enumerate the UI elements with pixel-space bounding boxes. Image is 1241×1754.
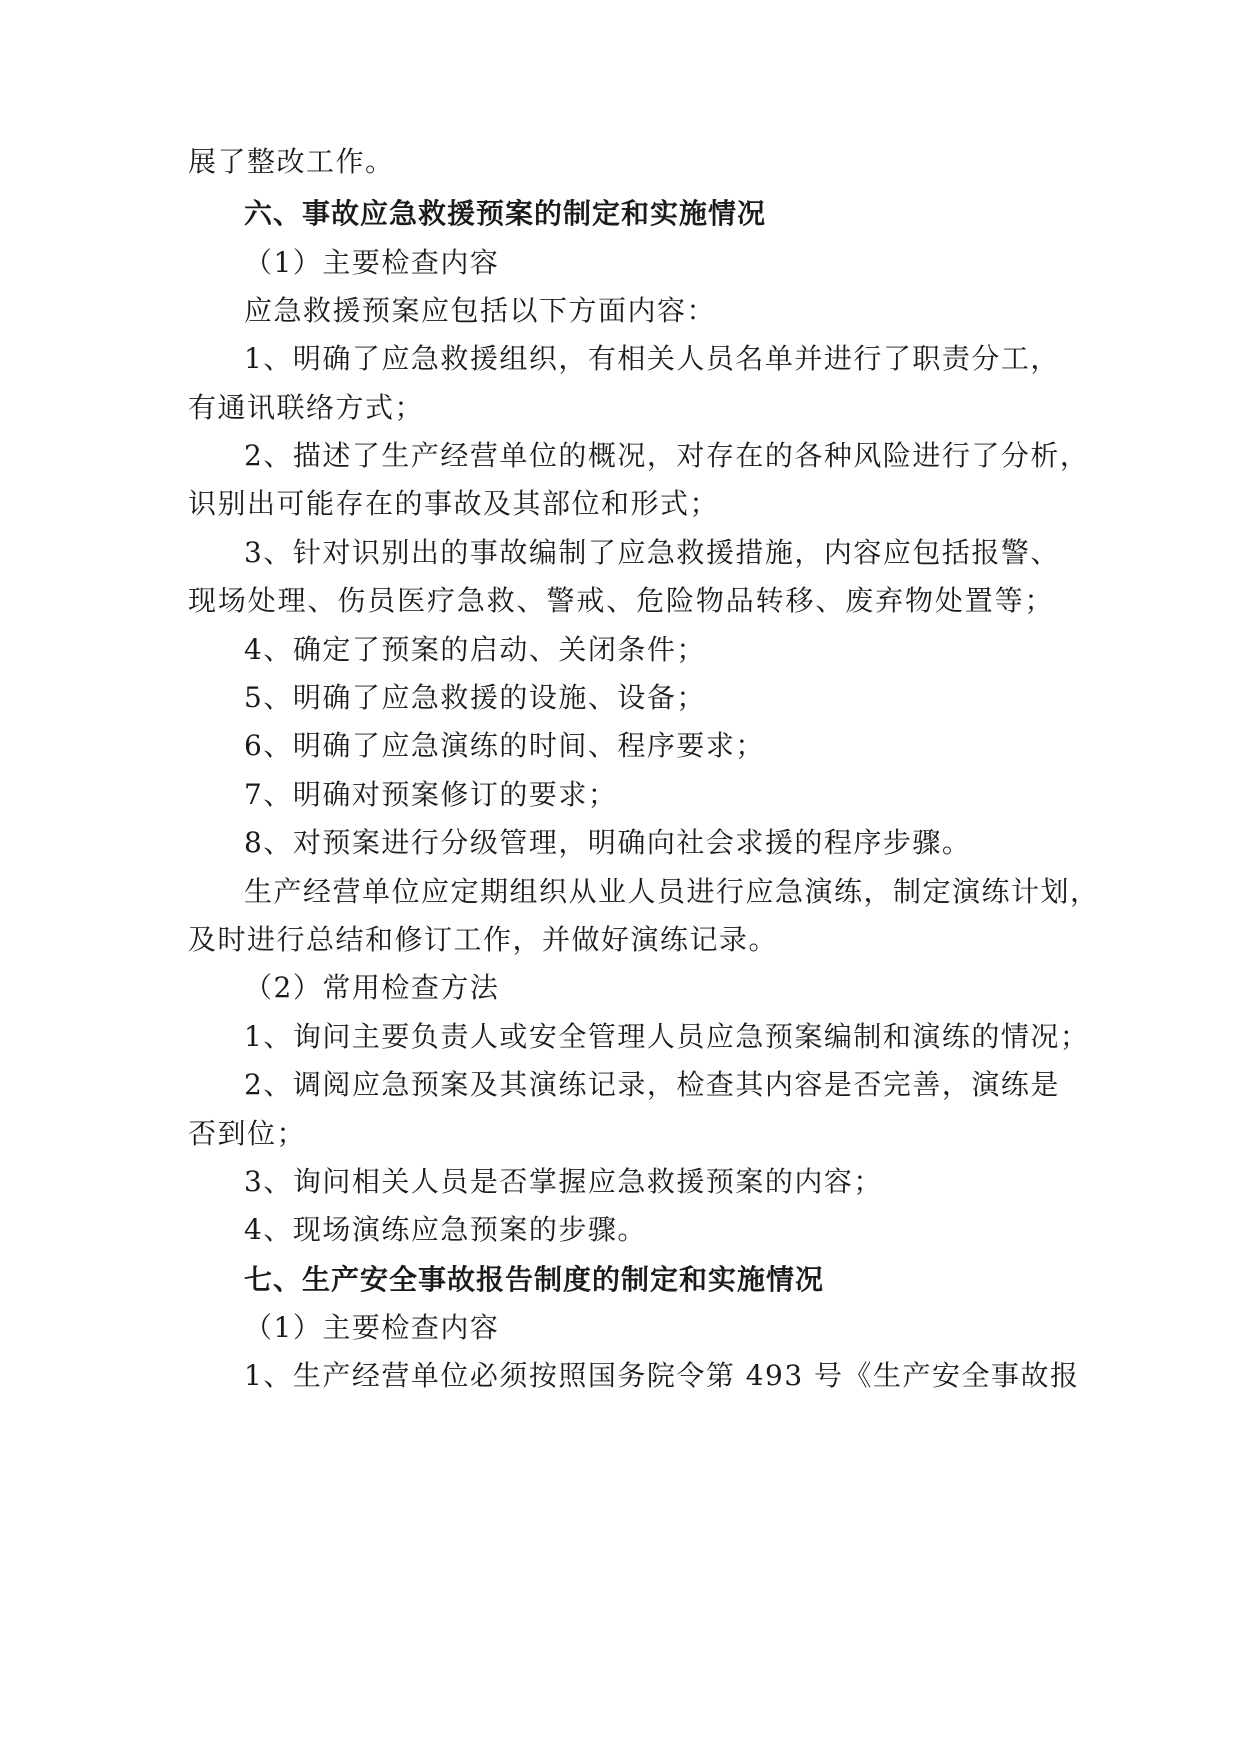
list-item-3-cont: 现场处理、伤员医疗急救、警戒、危险物品转移、废弃物处置等；	[188, 584, 1054, 617]
list-item-5: 5、明确了应急救援的设施、设备；	[244, 681, 706, 714]
list-item-6: 6、明确了应急演练的时间、程序要求；	[244, 729, 765, 762]
report-item-1: 1、生产经营单位必须按照国务院令第 493 号《生产安全事故报	[244, 1359, 1080, 1392]
section-heading-6: 六、事故应急救援预案的制定和实施情况	[244, 197, 767, 230]
list-item-4: 4、确定了预案的启动、关闭条件；	[244, 633, 706, 666]
subheading-main-content-2: （1）主要检查内容	[244, 1311, 500, 1344]
list-item-2: 2、描述了生产经营单位的概况，对存在的各种风险进行了分析，	[244, 439, 1090, 472]
method-item-4: 4、现场演练应急预案的步骤。	[244, 1213, 647, 1246]
subheading-methods: （2）常用检查方法	[244, 971, 500, 1004]
method-item-2: 2、调阅应急预案及其演练记录，检查其内容是否完善，演练是	[244, 1068, 1060, 1101]
paragraph-continuation: 展了整改工作。	[188, 145, 395, 178]
subheading-main-content: （1）主要检查内容	[244, 246, 500, 279]
list-item-8: 8、对预案进行分级管理，明确向社会求援的程序步骤。	[244, 826, 972, 859]
section-heading-7: 七、生产安全事故报告制度的制定和实施情况	[244, 1263, 825, 1296]
paragraph-intro: 应急救援预案应包括以下方面内容：	[244, 294, 717, 327]
list-item-7: 7、明确对预案修订的要求；	[244, 778, 618, 811]
list-item-1-cont: 有通讯联络方式；	[188, 391, 425, 424]
list-item-1: 1、明确了应急救援组织，有相关人员名单并进行了职责分工，	[244, 342, 1060, 375]
paragraph-drills: 生产经营单位应定期组织从业人员进行应急演练，制定演练计划，	[244, 875, 1100, 908]
method-item-1: 1、询问主要负责人或安全管理人员应急预案编制和演练的情况；	[244, 1020, 1090, 1053]
method-item-2-cont: 否到位；	[188, 1117, 307, 1150]
paragraph-drills-cont: 及时进行总结和修订工作，并做好演练记录。	[188, 923, 779, 956]
method-item-3: 3、询问相关人员是否掌握应急救援预案的内容；	[244, 1165, 883, 1198]
list-item-3: 3、针对识别出的事故编制了应急救援措施，内容应包括报警、	[244, 536, 1060, 569]
list-item-2-cont: 识别出可能存在的事故及其部位和形式；	[188, 487, 720, 520]
